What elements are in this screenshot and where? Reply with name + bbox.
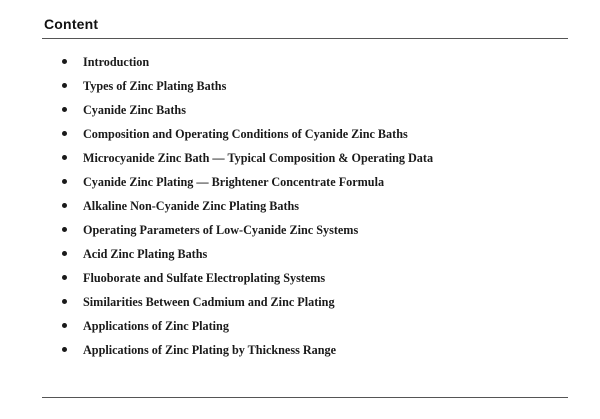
toc-item	[0, 98, 600, 122]
bullet-dot-icon	[62, 203, 67, 208]
toc-item	[0, 266, 600, 290]
toc-item-label: Types of Zinc Plating Baths	[83, 79, 227, 93]
toc-item-label: Applications of Zinc Plating	[83, 319, 229, 333]
toc-item-label: Similarities Between Cadmium and Zinc Plating	[83, 295, 335, 309]
toc-item	[0, 170, 600, 194]
section-heading: Content	[44, 16, 99, 32]
toc-item	[0, 74, 600, 98]
toc-item	[0, 50, 600, 74]
toc-item-label: Operating Parameters of Low-Cyanide Zinc Systems	[83, 223, 359, 237]
bullet-dot-icon	[62, 131, 67, 136]
toc-item-label: Composition and Operating Conditions of Cyanide Zinc Baths	[83, 127, 408, 141]
bullet-dot-icon	[62, 227, 67, 232]
bottom-divider	[42, 397, 568, 398]
toc-item	[0, 122, 600, 146]
toc-item-label: Cyanide Zinc Plating — Brightener Concentrate Formula	[83, 175, 385, 189]
toc-item	[0, 146, 600, 170]
bullet-dot-icon	[62, 299, 67, 304]
bullet-dot-icon	[62, 59, 67, 64]
toc-item	[0, 290, 600, 314]
toc-item-label: Introduction	[83, 55, 150, 69]
bullet-dot-icon	[62, 251, 67, 256]
toc-item	[0, 338, 600, 362]
bullet-dot-icon	[62, 179, 67, 184]
bullet-dot-icon	[62, 155, 67, 160]
toc-item-label: Cyanide Zinc Baths	[83, 103, 186, 117]
toc-item-label: Acid Zinc Plating Baths	[83, 247, 208, 261]
toc-item-label: Alkaline Non-Cyanide Zinc Plating Baths	[83, 199, 300, 213]
toc-item-label: Fluoborate and Sulfate Electroplating Systems	[83, 271, 326, 285]
toc-item	[0, 194, 600, 218]
toc-item	[0, 314, 600, 338]
bullet-dot-icon	[62, 275, 67, 280]
toc-item	[0, 218, 600, 242]
bullet-dot-icon	[62, 347, 67, 352]
table-of-contents	[0, 50, 600, 362]
toc-item-label: Microcyanide Zinc Bath — Typical Composition & Operating Data	[83, 151, 434, 165]
toc-item-label: Applications of Zinc Plating by Thickness Range	[83, 343, 337, 357]
toc-item	[0, 242, 600, 266]
top-divider	[42, 38, 568, 39]
bullet-dot-icon	[62, 107, 67, 112]
bullet-dot-icon	[62, 83, 67, 88]
bullet-dot-icon	[62, 323, 67, 328]
